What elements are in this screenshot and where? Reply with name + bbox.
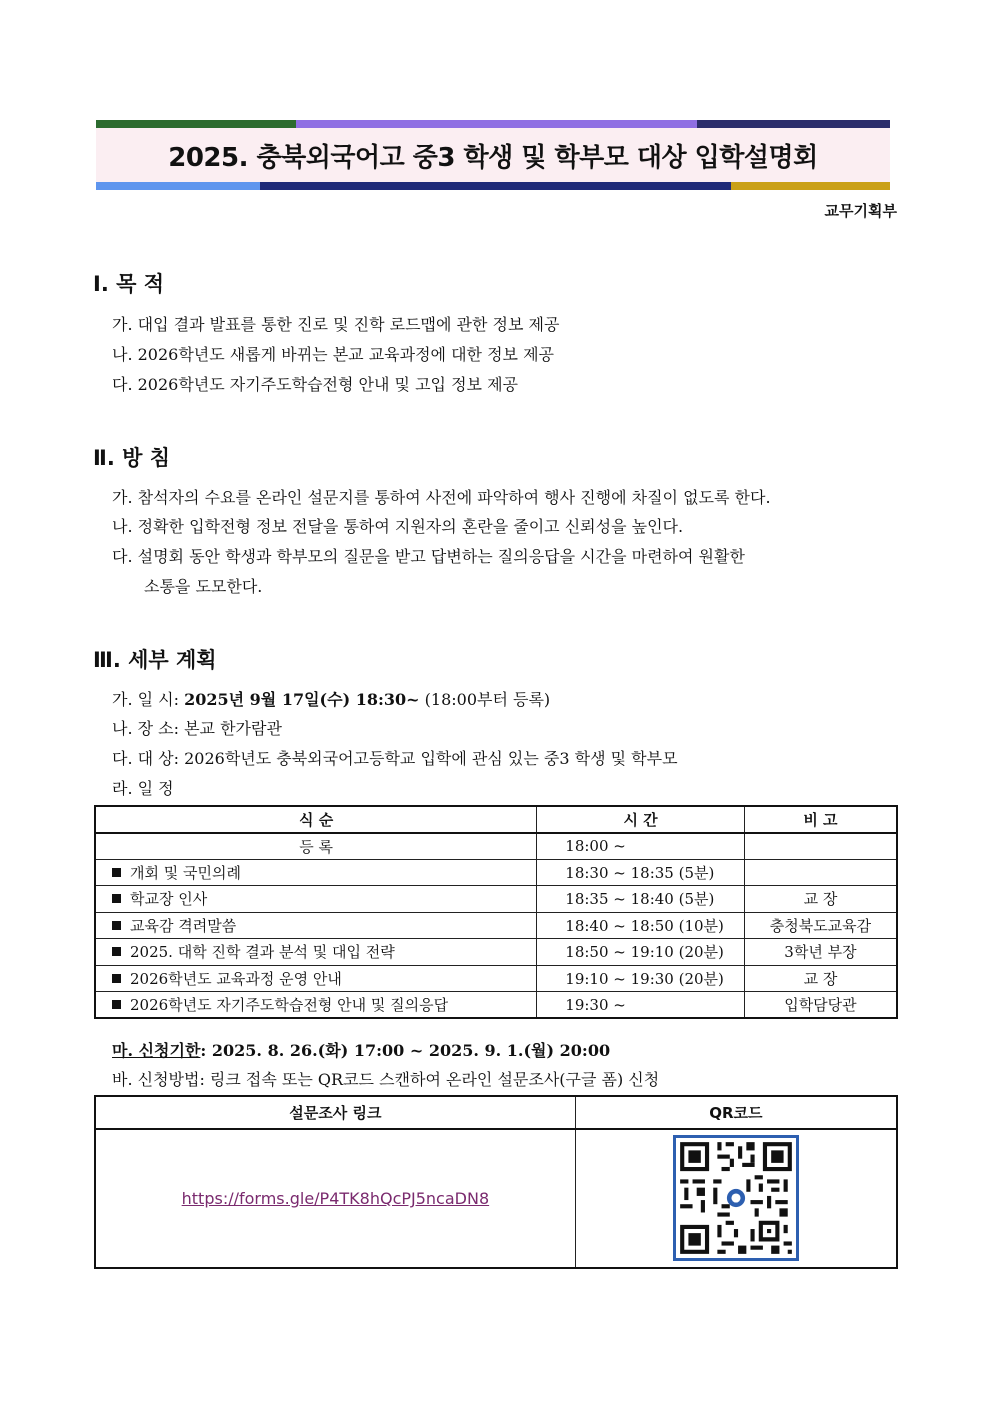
bottom-bar-lightblue [96,182,260,190]
survey-table [94,1095,898,1269]
qr-code-graphic [676,1138,796,1258]
schedule-table [94,805,898,1019]
schedule-item-cell [95,859,537,886]
schedule-time: 19:10 ~ 19:30 (20분) [537,965,745,992]
top-bar-green [96,120,296,128]
schedule-item: 등 록 [95,833,537,860]
top-bar-purple [296,120,697,128]
schedule-item: 개회 및 국민의례 [130,863,241,882]
plan-date-note: (18:00부터 등록) [419,690,551,709]
schedule-item: 2025. 대학 진학 결과 분석 및 대입 전략 [130,943,395,962]
plan-deadline [112,1038,610,1061]
survey-header-link: 설문조사 링크 [95,1096,575,1129]
square-bullet-icon [112,947,121,956]
schedule-time: 18:30 ~ 18:35 (5분) [537,859,745,886]
plan-date-value: 2025년 9월 17일(수) 18:30~ [184,690,420,709]
schedule-item: 학교장 인사 [130,890,208,909]
schedule-note: 입학담당관 [744,992,897,1019]
schedule-item-cell [95,912,537,939]
top-bar-navy [697,120,890,128]
schedule-item-cell [95,939,537,966]
plan-target: 다. 대 상: 2026학년도 충북외국어고등학교 입학에 관심 있는 중3 학생 및 학부모 [112,749,678,768]
department-label: 교무기획부 [824,202,897,220]
table-row [95,992,897,1019]
schedule-item-cell [95,965,537,992]
schedule-note: 충청북도교육감 [744,912,897,939]
schedule-header-row [95,806,897,833]
plan-deadline-value: : 2025. 8. 26.(화) 17:00 ~ 2025. 9. 1.(월) 20:00 [200,1041,611,1060]
plan-deadline-label: 마. 신청기한 [112,1041,201,1060]
schedule-time: 18:35 ~ 18:40 (5분) [537,886,745,913]
plan-date [112,687,550,710]
square-bullet-icon [112,894,121,903]
plan-method: 바. 신청방법: 링크 접속 또는 QR코드 스캔하여 온라인 설문조사(구글 폼) 신청 [112,1070,660,1089]
schedule-header-time: 시 간 [537,806,745,833]
policy-item: 다. 설명회 동안 학생과 학부모의 질문을 받고 답변하는 질의응답을 시간을 마련하여 원활한 [112,547,745,566]
table-row [95,912,897,939]
square-bullet-icon [112,1000,121,1009]
purpose-item: 나. 2026학년도 새롭게 바뀌는 본교 교육과정에 대한 정보 제공 [112,345,554,364]
schedule-time: 18:50 ~ 19:10 (20분) [537,939,745,966]
purpose-item: 가. 대입 결과 발표를 통한 진로 및 진학 로드맵에 관한 정보 제공 [112,315,560,334]
policy-item-continued: 소통을 도모한다. [144,577,263,596]
policy-item: 가. 참석자의 수요를 온라인 설문지를 통하여 사전에 파악하여 행사 진행에 차질이 없도록 한다. [112,488,771,507]
table-row [95,886,897,913]
table-row [95,833,897,860]
policy-item: 나. 정확한 입학전형 정보 전달을 통하여 지원자의 혼란을 줄이고 신뢰성을 높인다. [112,517,684,536]
section-purpose-heading: Ⅰ. 목 적 [93,272,164,296]
schedule-item-cell [95,992,537,1019]
schedule-header-note: 비 고 [744,806,897,833]
schedule-note: 교 장 [744,965,897,992]
survey-qr-cell [575,1129,897,1268]
purpose-item: 다. 2026학년도 자기주도학습전형 안내 및 고입 정보 제공 [112,375,518,394]
page-title: 2025. 충북외국어고 중3 학생 및 학부모 대상 입학설명회 [96,128,890,182]
schedule-item: 교육감 격려말씀 [130,916,237,935]
survey-link-cell [95,1129,575,1268]
bottom-bar-gold [731,182,890,190]
plan-place: 나. 장 소: 본교 한가람관 [112,719,282,738]
survey-row [95,1129,897,1268]
bottom-bar-navy [260,182,731,190]
schedule-note [744,859,897,886]
section-policy-heading: Ⅱ. 방 침 [93,446,171,470]
square-bullet-icon [112,868,121,877]
plan-date-label: 가. 일 시: [112,690,185,709]
schedule-item: 2026학년도 자기주도학습전형 안내 및 질의응답 [130,996,449,1014]
table-row [95,965,897,992]
schedule-item: 2026학년도 교육과정 운영 안내 [130,969,342,988]
schedule-note [744,833,897,860]
survey-link[interactable]: https://forms.gle/P4TK8hQcPJ5ncaDN8 [181,1189,490,1208]
schedule-note: 교 장 [744,886,897,913]
schedule-header-order: 식 순 [95,806,537,833]
survey-header-row [95,1096,897,1129]
table-row [95,859,897,886]
survey-header-qr: QR코드 [575,1096,897,1129]
table-row [95,939,897,966]
schedule-time: 18:00 ~ [537,833,745,860]
schedule-note: 3학년 부장 [744,939,897,966]
plan-schedule-label: 라. 일 정 [112,779,174,798]
square-bullet-icon [112,921,121,930]
schedule-item-cell [95,886,537,913]
square-bullet-icon [112,974,121,983]
qr-code-icon[interactable] [673,1135,799,1261]
schedule-time: 19:30 ~ [537,992,745,1019]
schedule-time: 18:40 ~ 18:50 (10분) [537,912,745,939]
section-plan-heading: Ⅲ. 세부 계획 [93,648,217,672]
title-banner [96,120,890,190]
